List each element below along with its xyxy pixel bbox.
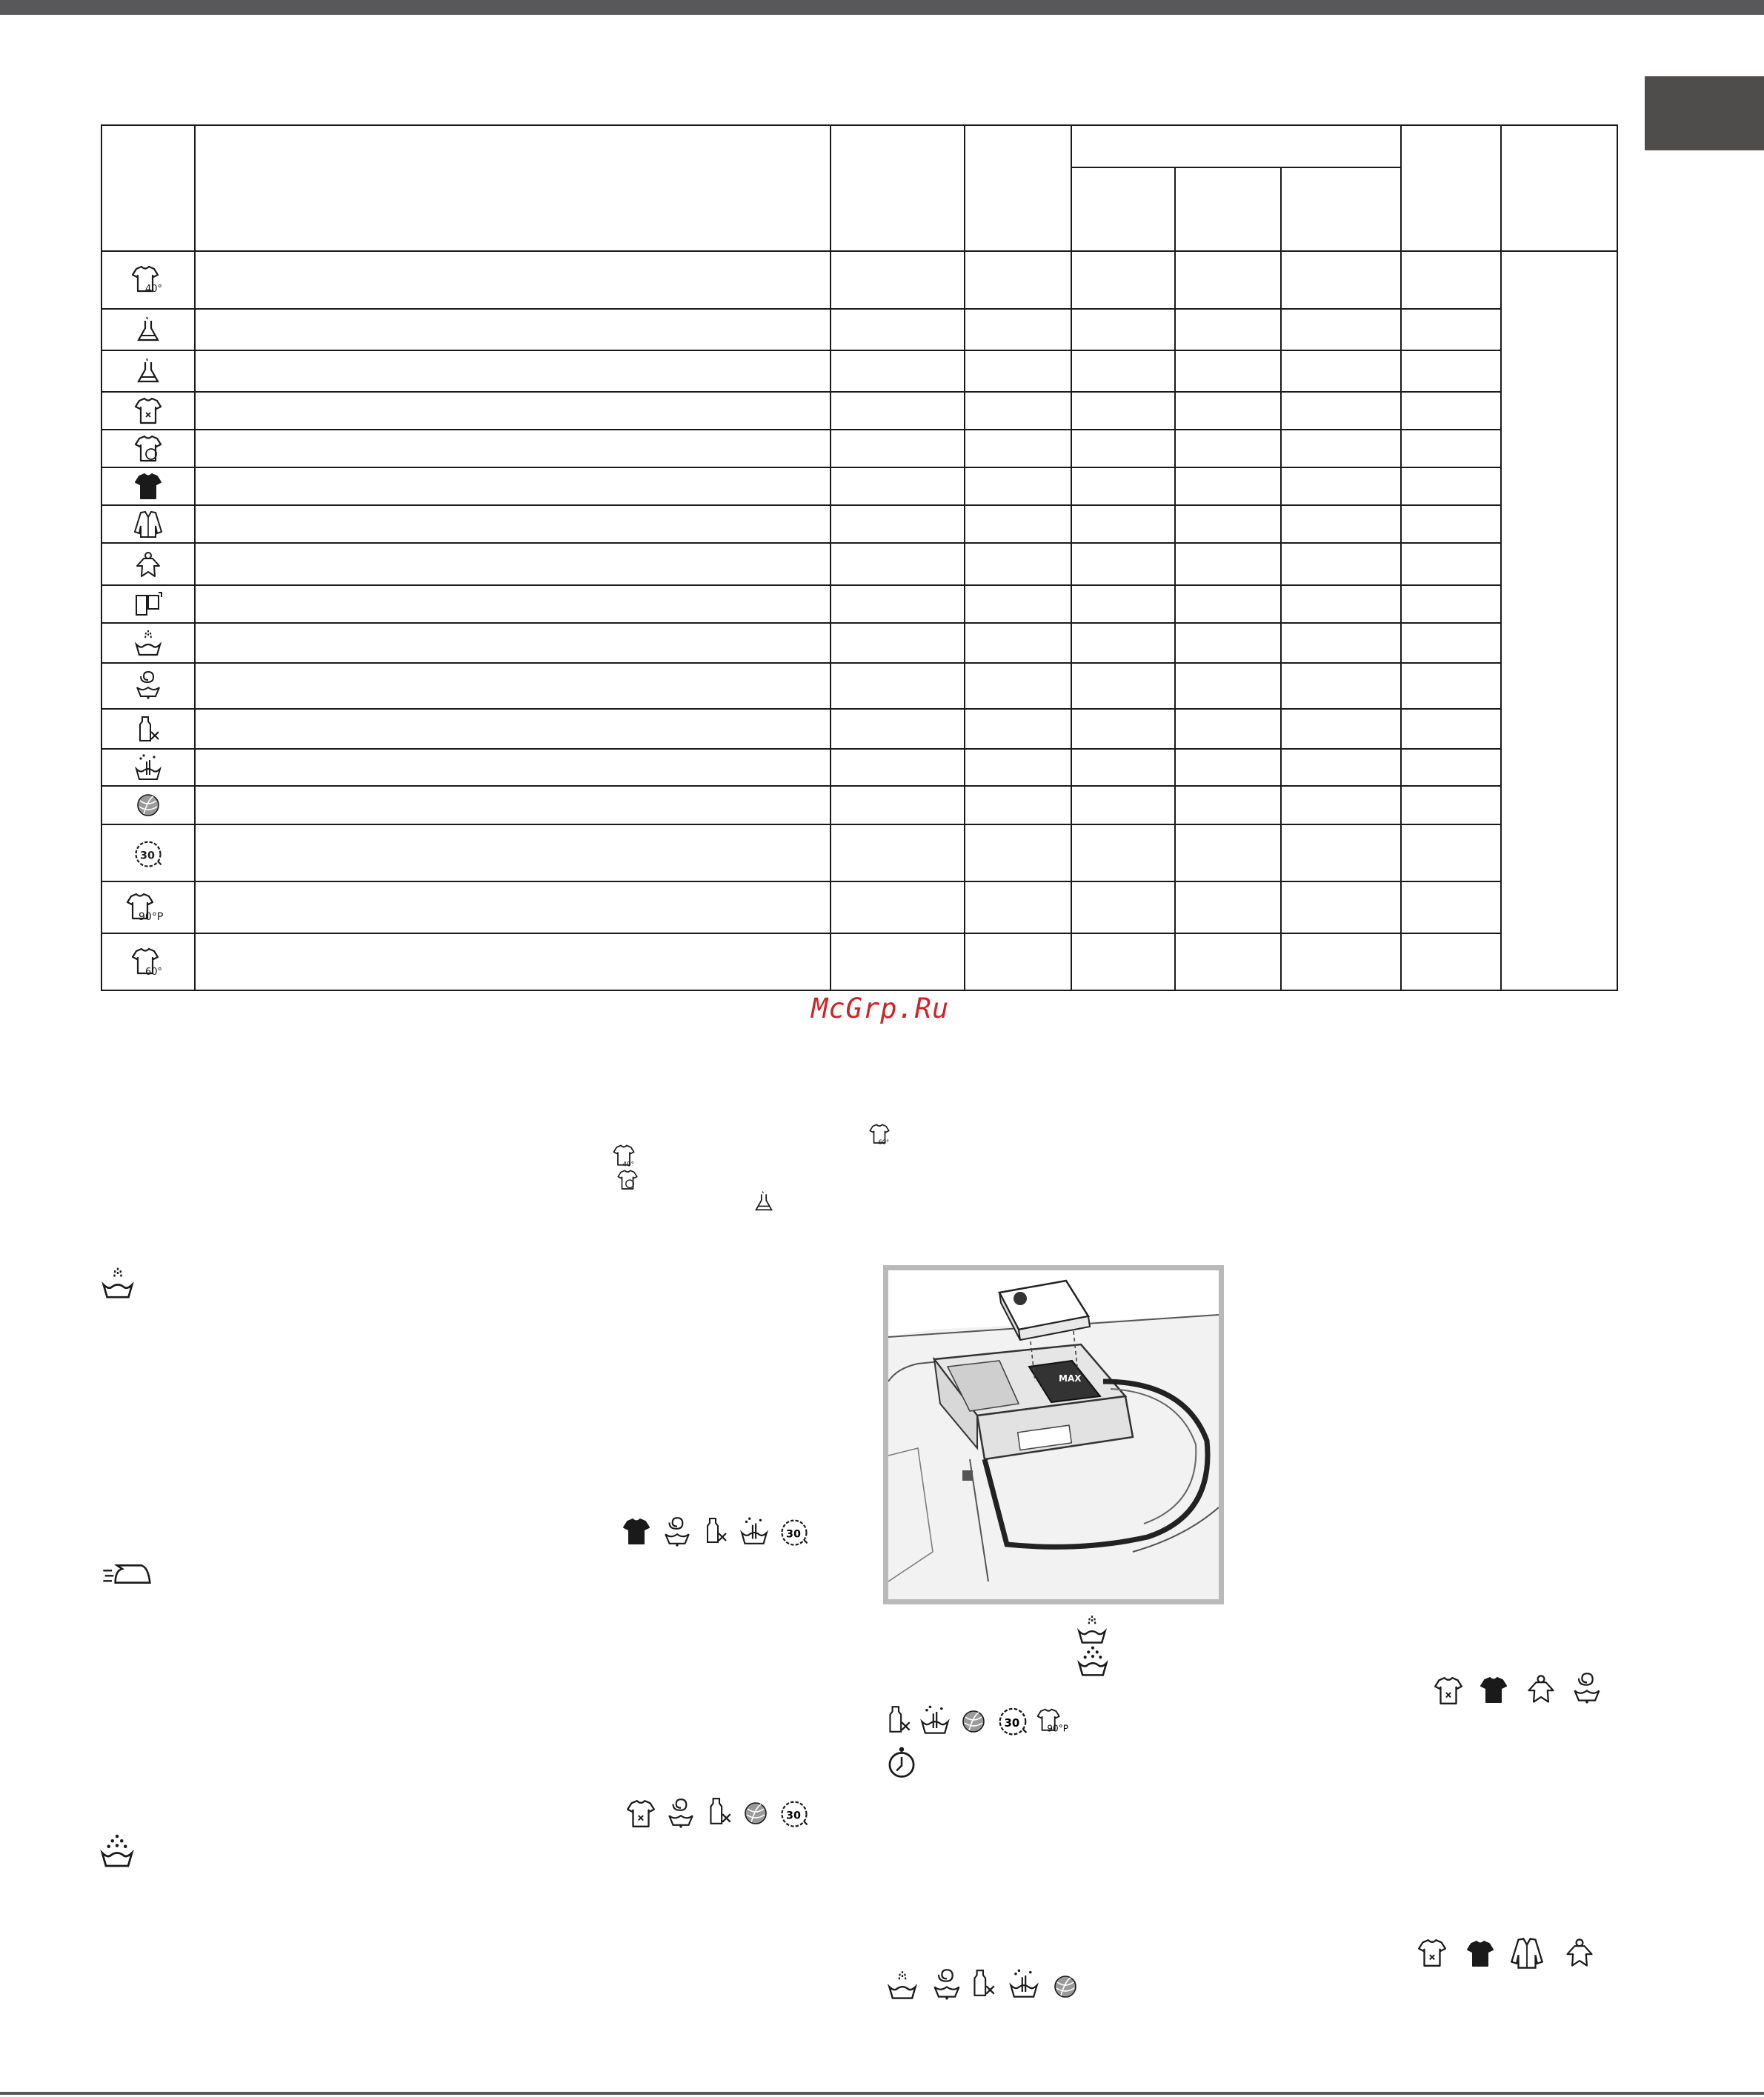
svg-text:30: 30	[786, 1528, 801, 1541]
table-row	[101, 663, 1617, 709]
spiral-basin-icon	[931, 1967, 963, 2003]
ghost-garment-icon	[1563, 1936, 1596, 1972]
header-cell-temperature	[831, 125, 965, 251]
table-row	[101, 585, 1617, 623]
tshirt-60-icon	[868, 1123, 891, 1145]
ghost-garment-icon	[133, 550, 163, 579]
svg-text:90°P: 90°P	[139, 911, 164, 923]
tshirt-dark-icon	[1465, 1939, 1495, 1969]
table-row	[101, 709, 1617, 749]
program-table	[101, 124, 1618, 991]
tshirt-dark-icon	[1479, 1676, 1508, 1705]
wool-ball-icon	[959, 1707, 988, 1736]
bottom-bar	[0, 2092, 1764, 2095]
ghost-garment-icon	[1525, 1673, 1557, 1708]
table-row	[101, 467, 1617, 505]
header-cell-description	[195, 125, 831, 251]
basin-prewash-icon	[100, 1265, 136, 1301]
table-row	[101, 505, 1617, 543]
wool-ball-icon	[133, 790, 163, 820]
header-cell-detergents	[1071, 125, 1401, 167]
tshirt-stain-icon	[1417, 1938, 1448, 1969]
basin-hand-icon	[739, 1516, 770, 1547]
svg-text:30: 30	[1004, 1716, 1020, 1730]
tshirt-90p-icon	[1036, 1704, 1080, 1738]
basin-prewash-icon	[886, 1969, 919, 2001]
timer-30-icon	[132, 837, 164, 870]
tshirt-child-icon	[133, 434, 163, 464]
table-row	[101, 881, 1617, 933]
table-row	[101, 749, 1617, 786]
svg-text:30: 30	[140, 850, 155, 862]
iron-icon	[99, 1558, 156, 1590]
tshirt-stain-icon	[1433, 1676, 1464, 1707]
towel-icon	[132, 590, 164, 619]
table-row	[101, 251, 1617, 309]
tshirt-90p-icon	[122, 890, 174, 924]
wool-ball-icon	[741, 1798, 770, 1828]
basin-hand-icon	[1008, 1967, 1040, 2000]
header-cell-duration	[1501, 125, 1617, 251]
tshirt-stain-icon	[133, 396, 163, 426]
spiral-basin-icon	[662, 1516, 693, 1550]
tshirt-40-icon	[126, 263, 170, 297]
baby-bottle-icon	[968, 1967, 999, 2001]
basin-dots-icon	[99, 1833, 136, 1870]
shirt-icon	[1508, 1936, 1545, 1970]
table-row	[101, 309, 1617, 350]
baby-bottle-icon	[133, 714, 163, 744]
shirt-icon	[132, 510, 164, 539]
table-row	[101, 933, 1617, 990]
tshirt-dark-icon	[622, 1517, 651, 1547]
watermark-text: McGrp.Ru	[811, 993, 950, 1024]
header-cell-load	[1401, 125, 1501, 251]
tshirt-stain-icon	[625, 1798, 656, 1830]
baby-bottle-icon	[883, 1704, 914, 1738]
header-cell-prewash	[1071, 167, 1175, 251]
delay-timer-icon	[885, 1745, 919, 1781]
detergent-dispenser-illustration	[883, 1265, 1224, 1604]
spiral-basin-icon	[665, 1797, 696, 1831]
spiral-basin-icon	[1571, 1671, 1603, 1707]
svg-text:40°: 40°	[622, 1161, 634, 1167]
header-cell-softener	[1281, 167, 1401, 251]
table-row	[101, 824, 1617, 881]
tshirt-40-icon	[612, 1144, 636, 1167]
tshirt-60-icon	[126, 945, 170, 979]
flask-icon	[133, 356, 163, 386]
tshirt-dark-icon	[133, 472, 163, 501]
top-bar	[0, 0, 1764, 15]
svg-text:30: 30	[786, 1810, 801, 1822]
table-row	[101, 392, 1617, 430]
flask-icon	[133, 315, 163, 344]
basin-dots-icon	[1076, 1644, 1110, 1678]
timer-30-icon	[778, 1797, 811, 1830]
basin-hand-icon	[133, 753, 163, 782]
header-cell-spin	[965, 125, 1071, 251]
table-row	[101, 350, 1617, 392]
svg-text:MAX: MAX	[1059, 1373, 1082, 1384]
basin-hand-icon	[919, 1704, 951, 1736]
table-row	[101, 786, 1617, 824]
program-icon-cell	[101, 251, 195, 309]
timer-30-icon	[778, 1516, 811, 1548]
header-cell-program	[101, 125, 195, 251]
table-row	[101, 623, 1617, 663]
duration-merged-cell	[1501, 251, 1617, 990]
svg-text:90°P: 90°P	[1047, 1723, 1068, 1734]
basin-prewash-icon	[133, 628, 163, 658]
table-row	[101, 430, 1617, 467]
svg-text:60°: 60°	[878, 1138, 890, 1145]
baby-bottle-icon	[704, 1796, 735, 1830]
table-row	[101, 543, 1617, 585]
timer-30-icon	[996, 1704, 1030, 1738]
tshirt-child-icon	[616, 1169, 639, 1191]
header-cell-wash	[1175, 167, 1281, 251]
svg-text:40°: 40°	[145, 284, 163, 295]
svg-text:60°: 60°	[145, 966, 163, 978]
spiral-basin-icon	[133, 670, 163, 702]
language-tab	[1645, 76, 1764, 150]
baby-bottle-icon	[701, 1516, 730, 1548]
flask-icon	[752, 1190, 776, 1213]
basin-prewash-icon	[1076, 1613, 1108, 1646]
wool-ball-icon	[1051, 1972, 1080, 2001]
dispenser-drawing	[888, 1270, 1219, 1599]
